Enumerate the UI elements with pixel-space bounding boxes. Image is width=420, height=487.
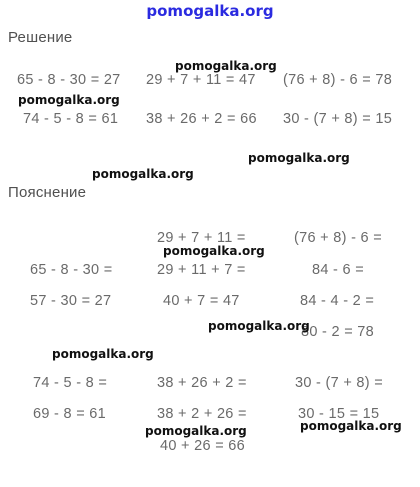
watermark: pomogalka.org: [92, 167, 194, 181]
explanation-step: 38 + 2 + 26 =: [157, 406, 247, 422]
explanation-step: 84 - 6 =: [312, 262, 364, 278]
watermark: pomogalka.org: [300, 419, 402, 433]
watermark: pomogalka.org: [18, 93, 120, 107]
solution-heading: Решение: [8, 29, 73, 46]
explanation-step: 65 - 8 - 30 =: [30, 262, 113, 278]
solution-equation: (76 + 8) - 6 = 78: [283, 72, 393, 88]
solution-equation: 30 - (7 + 8) = 15: [283, 111, 393, 127]
watermark: pomogalka.org: [145, 424, 247, 438]
watermark: pomogalka.org: [248, 151, 350, 165]
watermark: pomogalka.org: [52, 347, 154, 361]
explanation-step: 80 - 2 = 78: [301, 324, 375, 340]
explanation-step: (76 + 8) - 6 =: [294, 230, 383, 246]
explanation-step: 40 + 26 = 66: [160, 438, 246, 454]
explanation-step: 30 - (7 + 8) =: [295, 375, 384, 391]
solution-equation: 29 + 7 + 11 = 47: [146, 72, 256, 88]
explanation-step: 29 + 7 + 11 =: [157, 230, 246, 246]
explanation-step: 30 - 15 = 15: [298, 406, 380, 422]
explanation-step: 74 - 5 - 8 =: [33, 375, 108, 391]
solution-equation: 74 - 5 - 8 = 61: [23, 111, 119, 127]
watermark: pomogalka.org: [208, 319, 310, 333]
explanation-step: 57 - 30 = 27: [30, 293, 112, 309]
watermark: pomogalka.org: [175, 59, 277, 73]
explanation-step: 69 - 8 = 61: [33, 406, 107, 422]
solution-equation: 65 - 8 - 30 = 27: [17, 72, 121, 88]
explanation-heading: Пояснение: [8, 184, 87, 201]
explanation-step: 38 + 26 + 2 =: [157, 375, 247, 391]
watermark: pomogalka.org: [163, 244, 265, 258]
explanation-step: 40 + 7 = 47: [163, 293, 240, 309]
explanation-step: 29 + 11 + 7 =: [157, 262, 246, 278]
solution-equation: 38 + 26 + 2 = 66: [146, 111, 257, 127]
explanation-step: 84 - 4 - 2 =: [300, 293, 375, 309]
site-header-logo[interactable]: pomogalka.org: [146, 2, 274, 20]
